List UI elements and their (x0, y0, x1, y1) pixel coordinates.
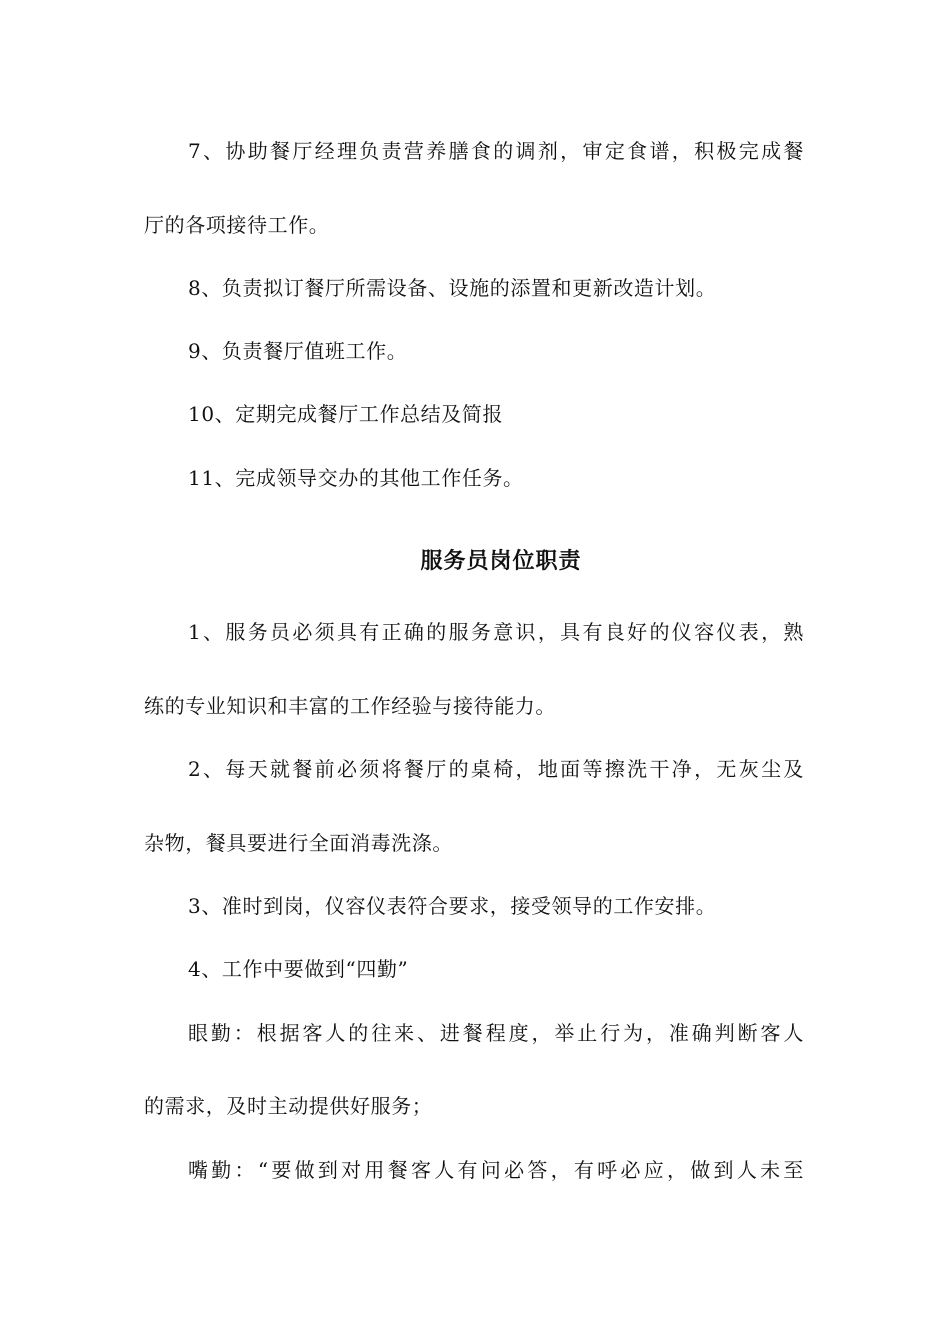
paragraph-line: 嘴勤：“要做到对用餐客人有问必答，有呼必应，做到人未至 (188, 1158, 804, 1182)
paragraph-line: 3、准时到岗，仪容仪表符合要求，接受领导的工作安排。 (188, 894, 717, 918)
paragraph-line: 4、工作中要做到“四勤” (188, 957, 409, 981)
paragraph-line: 厅的各项接待工作。 (144, 213, 330, 237)
paragraph-line: 2、每天就餐前必须将餐厅的桌椅，地面等擦洗干净，无灰尘及 (188, 757, 804, 781)
paragraph-line: 10、定期完成餐厅工作总结及简报 (188, 402, 504, 426)
paragraph-line: 的需求，及时主动提供好服务； (144, 1094, 433, 1118)
paragraph-line: 杂物，餐具要进行全面消毒洗涤。 (144, 831, 453, 855)
paragraph-line: 眼勤：根据客人的往来、进餐程度，举止行为，准确判断客人 (188, 1021, 804, 1045)
paragraph-line: 9、负责餐厅值班工作。 (188, 339, 408, 363)
paragraph-line: 11、完成领导交办的其他工作任务。 (188, 466, 524, 490)
paragraph-line: 练的专业知识和丰富的工作经验与接待能力。 (144, 694, 556, 718)
section-heading: 服务员岗位职责 (420, 548, 582, 574)
paragraph-line: 8、负责拟订餐厅所需设备、设施的添置和更新改造计划。 (188, 276, 717, 300)
paragraph-line: 7、协助餐厅经理负责营养膳食的调剂，审定食谱，积极完成餐 (188, 139, 804, 163)
paragraph-line: 1、服务员必须具有正确的服务意识，具有良好的仪容仪表，熟 (188, 620, 804, 644)
